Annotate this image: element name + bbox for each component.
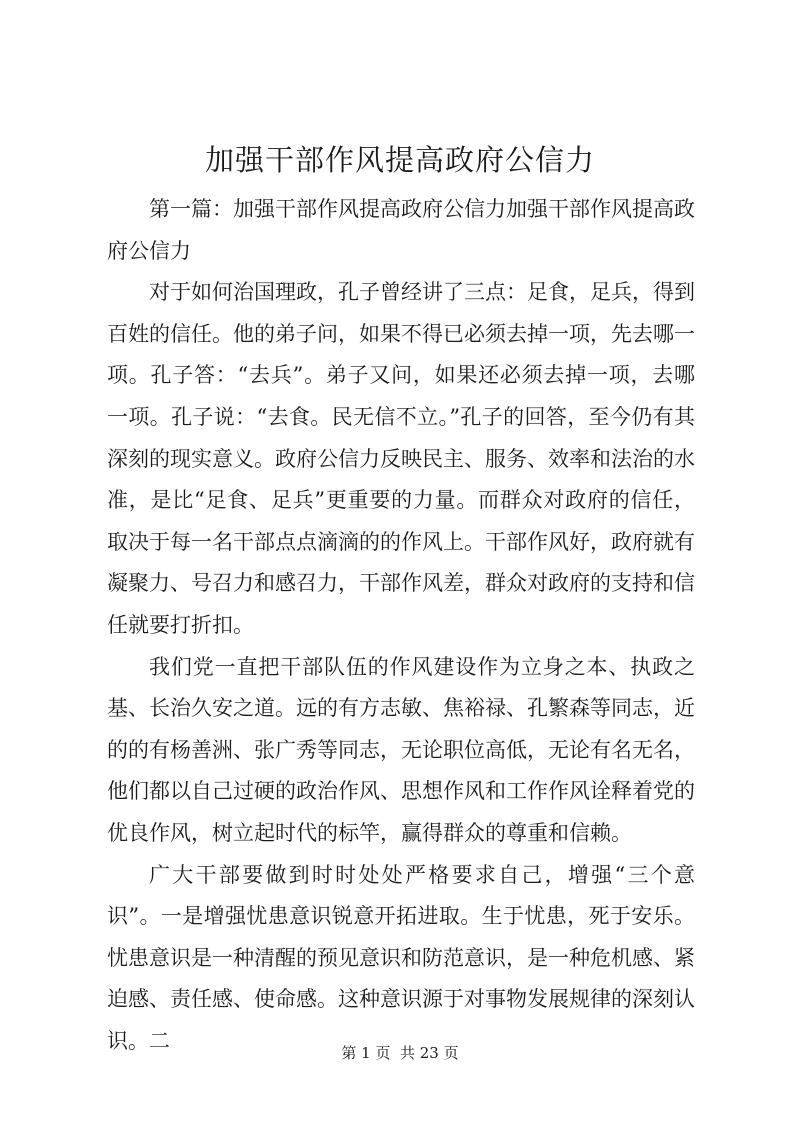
- paragraph: 广大干部要做到时时处处严格要求自己，增强“三个意识”。一是增强忧患意识锐意开拓进取。生于忧患，死于安乐。忧患意识是一种清醒的预见意识和防范意识，是一种危机感、紧迫感、责任感、使命感。这种意识源于对事物发展规律的深刻认识。二: [107, 862, 695, 1053]
- page-number: 第 1 页 共 23 页: [341, 1044, 459, 1062]
- document-body: [107, 189, 695, 1062]
- paragraph-heading: 第一篇：加强干部作风提高政府公信力加强干部作风提高政府公信力: [107, 197, 695, 263]
- paragraph: 对于如何治国理政，孔子曾经讲了三点：足食，足兵，得到百姓的信任。他的弟子问，如果不得已必须去掉一项，先去哪一项。孔子答：“去兵”。弟子又问，如果还必须去掉一项，去哪一项。孔子说：“去食。民无信不立。”孔子的回答，至今仍有其深刻的现实意义。政府公信力反映民主、服务、效率和法治的水准，是比“足食、足兵”更重要的力量。而群众对政府的信任，取决于每一名干部点点滴滴的的作风上。干部作风好，政府就有凝聚力、号召力和感召力，干部作风差，群众对政府的支持和信任就要打折扣。: [107, 280, 695, 637]
- paragraph: 我们党一直把干部队伍的作风建设作为立身之本、执政之基、长治久安之道。远的有方志敏、焦裕禄、孔繁森等同志，近的的有杨善洲、张广秀等同志，无论职位高低，无论有名无名，他们都以自己过硬的政治作风、思想作风和工作作风诠释着党的优良作风，树立起时代的标竿，赢得群众的尊重和信赖。: [107, 654, 695, 845]
- page-footer: [0, 1043, 800, 1063]
- document-title: 加强干部作风提高政府公信力: [204, 143, 595, 177]
